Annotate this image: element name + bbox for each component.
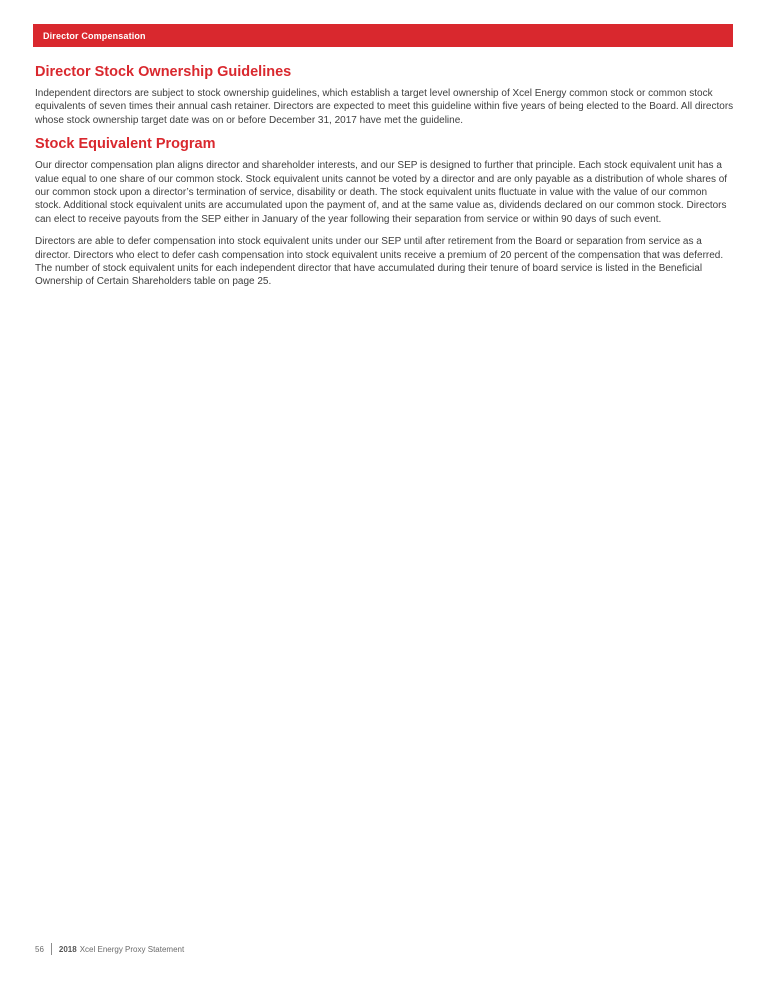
section-stock-equivalent-program [35, 136, 735, 289]
paragraph-sep-description: Our director compensation plan aligns director and shareholder interests, and our SEP is designed to further that principle. Each stock equivalent unit has a value equal to one share of our common stock. Stock equivalent units cannot be voted by a director and are only payable as a distribution of whole shares of our common stock upon a director’s termination of service, disability or death. The stock equivalent units fluctuate in value with the value of our common stock. Additional stock equivalent units are accumulated upon the payment of, and at the same value as, dividends declared on our common stock. Directors can elect to receive payouts from the SEP either in January of the year following their separation from service or within 90 days of such event. [35, 160, 728, 225]
heading-director-stock-ownership-guidelines: Director Stock Ownership Guidelines [35, 64, 292, 80]
footer-page-number: 56 [35, 944, 44, 954]
heading-stock-equivalent-program: Stock Equivalent Program [35, 136, 216, 153]
footer-year: 2018 [58, 944, 77, 954]
footer-document-title: Xcel Energy Proxy Statement [79, 944, 185, 954]
section-banner [33, 24, 733, 47]
footer-divider [51, 943, 52, 955]
page-content [35, 64, 735, 298]
section-banner-label: Director Compensation [43, 30, 146, 41]
page-footer [35, 943, 184, 955]
paragraph-ownership-guidelines: Independent directors are subject to stock ownership guidelines, which establish a target level ownership of Xcel Energy common stock or common stock equivalents of seven times their annual cash retainer. Directors are expected to meet this guideline within five years of being elected to the Board. All directors whose stock ownership target date was on or before December 31, 2017 have met the guideline. [35, 88, 734, 126]
paragraph-sep-deferral: Directors are able to defer compensation into stock equivalent units under our SEP until after retirement from the Board or separation from service as a director. Directors who elect to defer cash compensation into stock equivalent units receive a premium of 20 percent of the compensation that was deferred. The number of stock equivalent units for each independent director that have accumulated during their tenure of board service is listed in the Beneficial Ownership of Certain Shareholders table on page 25. [35, 236, 724, 288]
section-director-stock-ownership-guidelines [35, 64, 735, 127]
